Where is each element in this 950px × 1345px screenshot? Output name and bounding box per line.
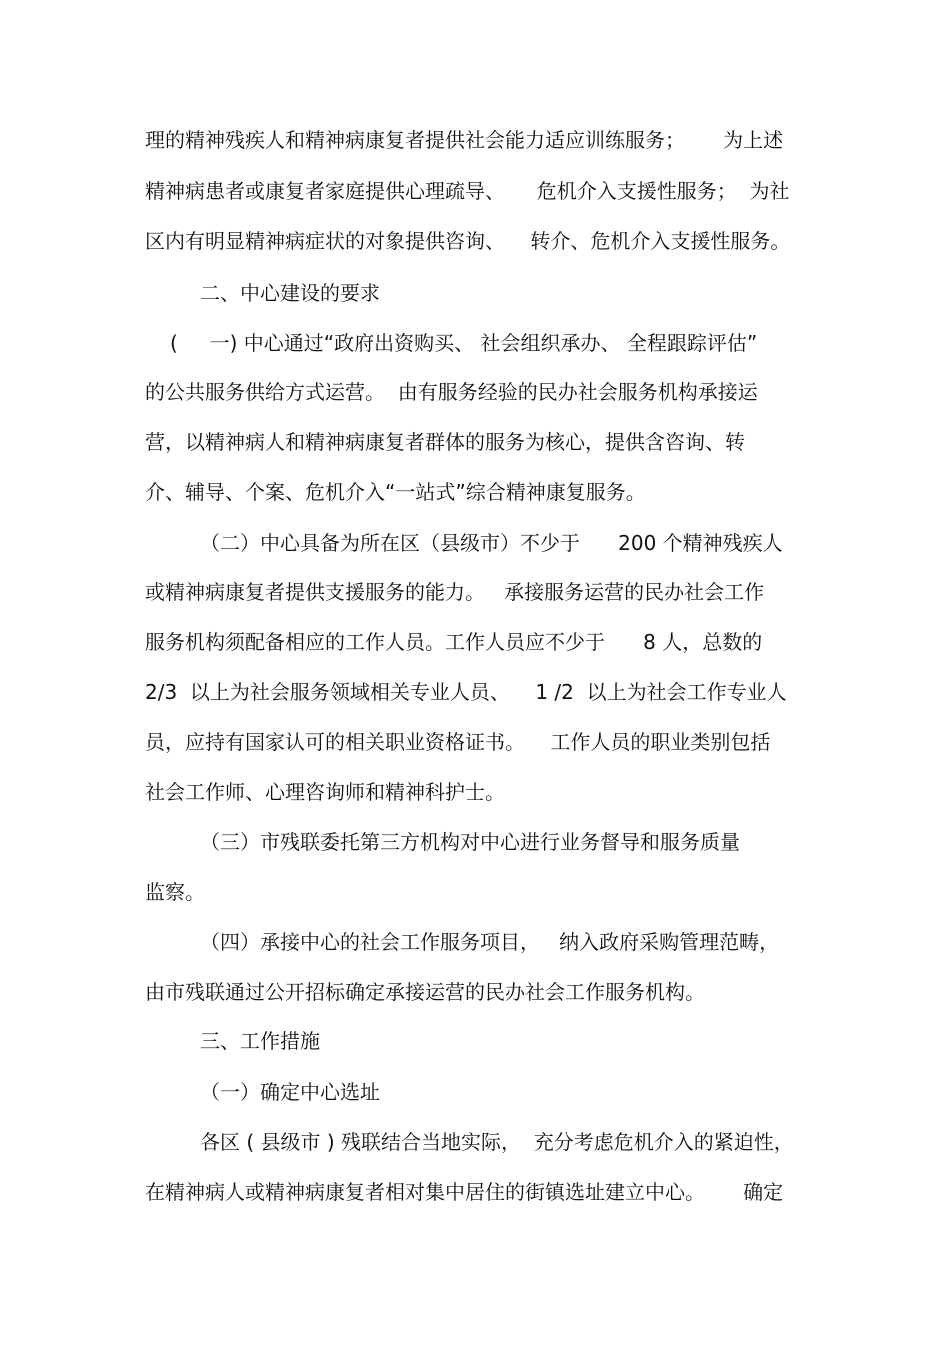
text-line: 区内有明显精神病症状的对象提供咨询、 转介、危机介入支援性服务。 [145,229,791,253]
text-line: 社会工作师、心理咨询师和精神科护士。 [145,780,505,804]
subsection-heading: （一）确定中心选址 [200,1080,380,1104]
text-line: ( 一) 中心通过“政府出资购买、 社会组织承办、 全程跟踪评估” [170,331,758,355]
text-line: 的公共服务供给方式运营。 由有服务经验的民办社会服务机构承接运 [145,380,758,404]
text-line: 理的精神残疾人和精神病康复者提供社会能力适应训练服务； 为上述 [145,128,784,152]
text-line: 员，应持有国家认可的相关职业资格证书。 工作人员的职业类别包括 [145,730,771,754]
text-line: 各区 ( 县级市 ) 残联结合当地实际， 充分考虑危机介入的紧迫性， [200,1130,794,1154]
text-line: 在精神病人或精神病康复者相对集中居住的街镇选址建立中心。 确定 [145,1180,784,1204]
section-heading: 三、工作措施 [200,1029,320,1053]
text-line: （四）承接中心的社会工作服务项目， 纳入政府采购管理范畴， [200,930,780,954]
text-line: 介、辅导、个案、危机介入“一站式”综合精神康复服务。 [145,480,646,504]
text-line: 或精神病康复者提供支援服务的能力。 承接服务运营的民办社会工作 [145,580,765,604]
section-heading: 二、中心建设的要求 [200,281,380,305]
text-line: 精神病患者或康复者家庭提供心理疏导、 危机介入支援性服务； 为社 [145,179,790,203]
text-line: （二）中心具备为所在区（县级市）不少于 200 个精神残疾人 [200,531,783,555]
text-line: 监察。 [145,880,205,904]
text-line: 由市残联通过公开招标确定承接运营的民办社会工作服务机构。 [145,980,705,1004]
text-line: （三）市残联委托第三方机构对中心进行业务督导和服务质量 [200,830,740,854]
text-line: 2/3 以上为社会服务领域相关专业人员、 1 /2 以上为社会工作专业人 [145,680,787,704]
text-line: 服务机构须配备相应的工作人员。工作人员应不少于 8 人，总数的 [145,630,763,654]
text-line: 营，以精神病人和精神病康复者群体的服务为核心，提供含咨询、转 [145,430,745,454]
